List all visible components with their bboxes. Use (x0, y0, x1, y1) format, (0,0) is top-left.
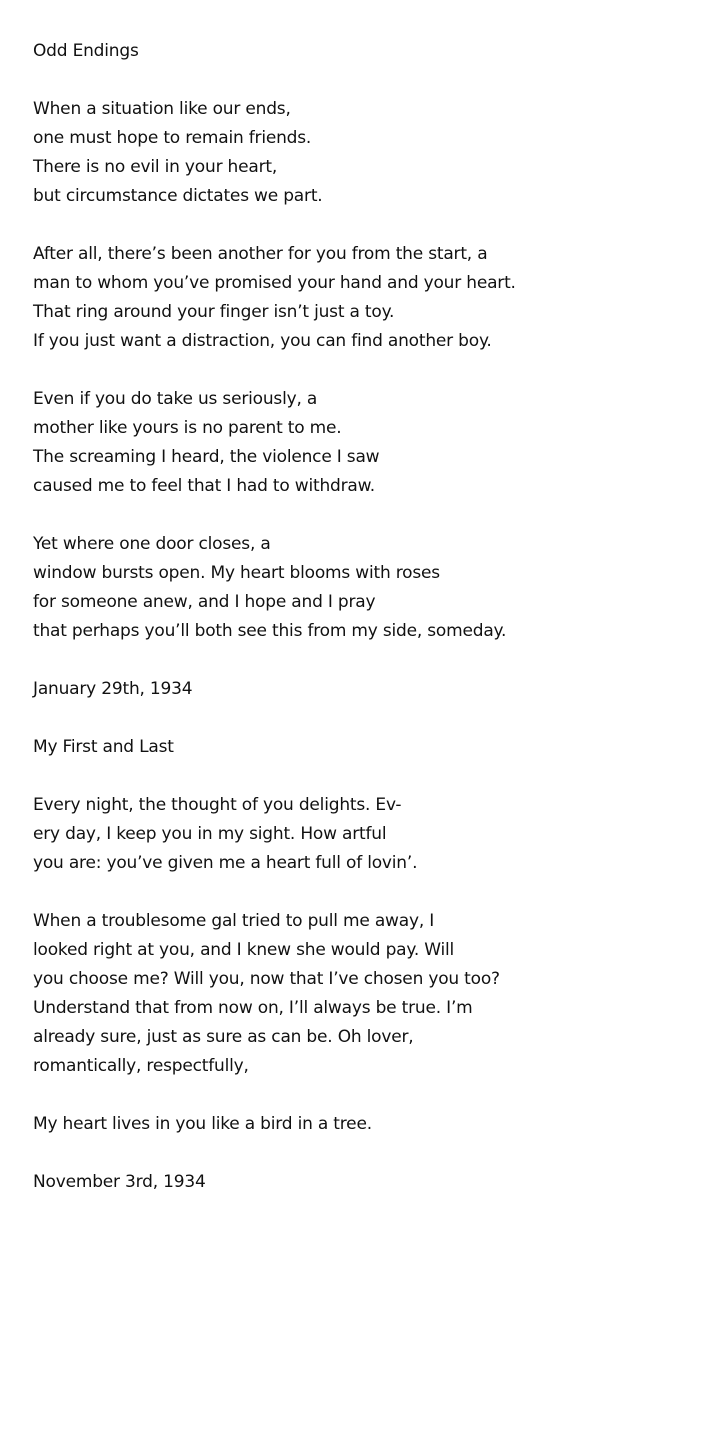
poem-line: Understand that from now on, I’ll always be true. I’m (33, 998, 473, 1018)
poem-line: When a troublesome gal tried to pull me away, I (33, 911, 435, 931)
stanza-gap (33, 1139, 683, 1168)
poem-line: My heart lives in you like a bird in a tree. (33, 1114, 372, 1134)
stanza (33, 95, 683, 211)
poem-line: Every night, the thought of you delights. Ev- (33, 795, 402, 815)
poem-line: man to whom you’ve promised your hand and your heart. (33, 273, 516, 293)
stanza-gap (33, 762, 683, 791)
section-gap (33, 704, 683, 733)
poem-line: you choose me? Will you, now that I’ve chosen you too? (33, 969, 500, 989)
stanza (33, 1110, 683, 1139)
poem-title: My First and Last (33, 737, 174, 757)
stanza-gap (33, 501, 683, 530)
poem-line: window bursts open. My heart blooms with roses (33, 563, 440, 583)
poem-line: romantically, respectfully, (33, 1056, 249, 1076)
poem-line: that perhaps you’ll both see this from my side, someday. (33, 621, 507, 641)
poem-line: When a situation like our ends, (33, 99, 291, 119)
stanza (33, 240, 683, 356)
poem-date: January 29th, 1934 (33, 679, 193, 699)
poem-line: If you just want a distraction, you can find another boy. (33, 331, 492, 351)
poem-line: That ring around your finger isn’t just a toy. (33, 302, 395, 322)
poem-line: but circumstance dictates we part. (33, 186, 323, 206)
stanza-gap (33, 211, 683, 240)
stanza (33, 385, 683, 501)
poem-line: you are: you’ve given me a heart full of lovin’. (33, 853, 418, 873)
poem-line: looked right at you, and I knew she would pay. Will (33, 940, 455, 960)
poem-title: Odd Endings (33, 41, 139, 61)
stanza (33, 530, 683, 646)
poem-line: After all, there’s been another for you from the start, a (33, 244, 488, 264)
poem-line: There is no evil in your heart, (33, 157, 278, 177)
poem-line: already sure, just as sure as can be. Oh lover, (33, 1027, 414, 1047)
poem-date: November 3rd, 1934 (33, 1172, 206, 1192)
poem-line: caused me to feel that I had to withdraw. (33, 476, 375, 496)
poem-line: for someone anew, and I hope and I pray (33, 592, 376, 612)
poem-document (33, 37, 683, 1197)
stanza (33, 907, 683, 1081)
stanza-gap (33, 66, 683, 95)
poem-line: ery day, I keep you in my sight. How artful (33, 824, 387, 844)
stanza-gap (33, 646, 683, 675)
poem-line: The screaming I heard, the violence I saw (33, 447, 380, 467)
stanza-gap (33, 356, 683, 385)
stanza-gap (33, 878, 683, 907)
poem-line: Yet where one door closes, a (33, 534, 271, 554)
poem-line: mother like yours is no parent to me. (33, 418, 342, 438)
stanza-gap (33, 1081, 683, 1110)
poem-line: one must hope to remain friends. (33, 128, 312, 148)
poem-line: Even if you do take us seriously, a (33, 389, 318, 409)
stanza (33, 791, 683, 878)
